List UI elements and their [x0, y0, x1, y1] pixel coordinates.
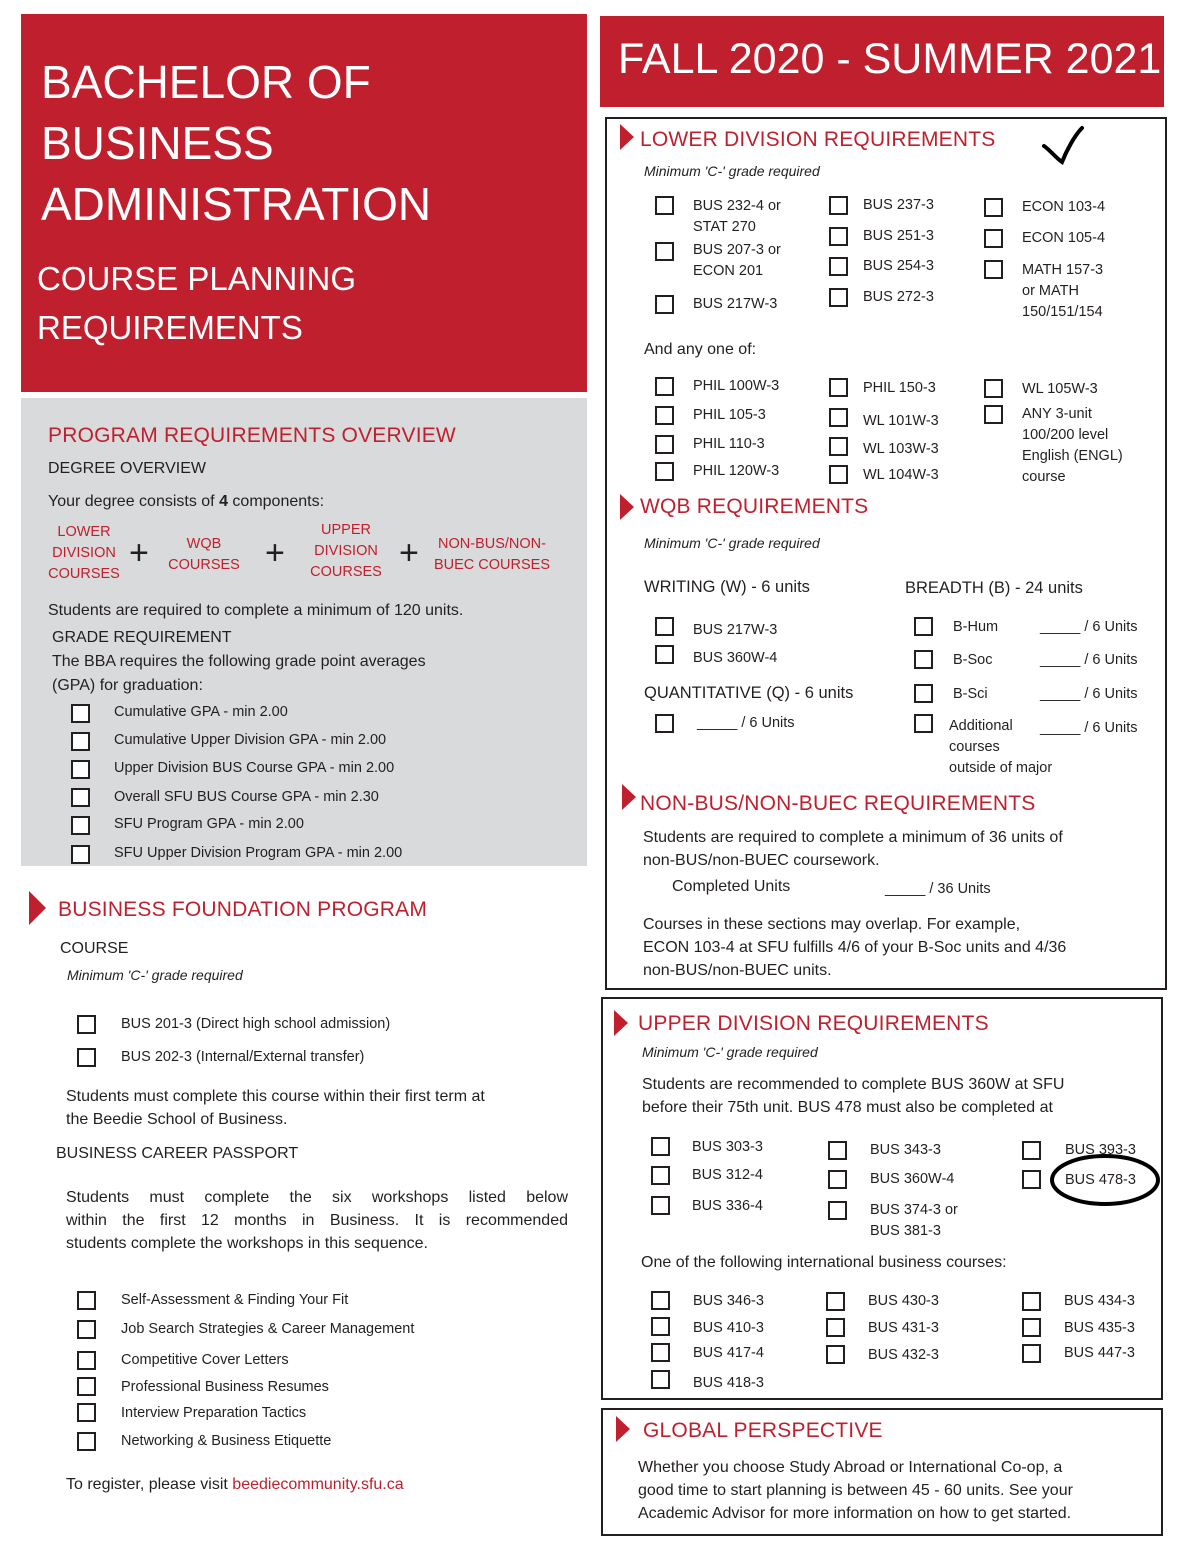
course-checkbox[interactable] — [829, 437, 848, 456]
course-checkbox[interactable] — [984, 260, 1003, 279]
upper-course: BUS 478-3 — [1065, 1172, 1136, 1188]
intl-course: BUS 432-3 — [868, 1347, 939, 1363]
workshop-item: Professional Business Resumes — [121, 1379, 329, 1395]
intl-course: BUS 431-3 — [868, 1320, 939, 1336]
course-checkbox[interactable] — [651, 1317, 670, 1336]
writing-course: BUS 360W-4 — [693, 650, 778, 666]
career-passport-heading: BUSINESS CAREER PASSPORT — [56, 1145, 299, 1162]
breadth-units: _____ / 6 Units — [1040, 720, 1138, 736]
nonbus-title: NON-BUS/NON-BUEC REQUIREMENTS — [640, 792, 1036, 815]
lower-course: BUS 254-3 — [863, 258, 934, 274]
lower-course: BUS 232-4 or STAT 270 — [693, 198, 781, 235]
upper-division-text: Students are recommended to complete BUS 360W at SFU before their 75th unit. BUS 478 must also be completed at — [642, 1076, 1065, 1116]
section-arrow-icon — [622, 784, 636, 810]
gpa-checkbox[interactable] — [71, 845, 90, 864]
overlap-note: Courses in these sections may overlap. For example, ECON 103-4 at SFU fulfills 4/6 of your B-Soc units and 4/36 non-BUS/non-BUEC units. — [643, 916, 1067, 979]
min-grade-note: Minimum 'C-' grade required — [644, 163, 820, 179]
writing-heading: WRITING (W) - 6 units — [644, 578, 810, 596]
course-checkbox[interactable] — [828, 1141, 847, 1160]
components-text: Your degree consists of 4 components: — [48, 493, 325, 510]
course-checkbox[interactable] — [829, 257, 848, 276]
breadth-checkbox[interactable] — [914, 617, 933, 636]
breadth-units: _____ / 6 Units — [1040, 652, 1138, 668]
workshop-item: Self-Assessment & Finding Your Fit — [121, 1292, 349, 1308]
breadth-units: _____ / 6 Units — [1040, 619, 1138, 635]
component-upper-division: UPPER DIVISION COURSES — [310, 522, 382, 580]
section-arrow-icon — [29, 891, 46, 925]
grade-requirement-text: (GPA) for graduation: — [52, 677, 203, 694]
course-checkbox[interactable] — [655, 406, 674, 425]
gpa-checkbox[interactable] — [71, 788, 90, 807]
lower-course: BUS 217W-3 — [693, 296, 778, 312]
course-checkbox[interactable] — [826, 1345, 845, 1364]
plus-sign: + — [265, 534, 285, 572]
gpa-item: Cumulative Upper Division GPA - min 2.00 — [114, 732, 387, 748]
elective-course: WL 103W-3 — [863, 441, 939, 457]
workshop-item: Interview Preparation Tactics — [121, 1405, 307, 1421]
upper-course: BUS 360W-4 — [870, 1171, 955, 1187]
course-checkbox[interactable] — [984, 198, 1003, 217]
course-checkbox[interactable] — [829, 288, 848, 307]
breadth-label: B-Hum — [953, 619, 999, 635]
course-checkbox[interactable] — [984, 229, 1003, 248]
gpa-item: SFU Program GPA - min 2.00 — [114, 816, 304, 832]
grade-requirement-heading: GRADE REQUIREMENT — [52, 629, 232, 646]
course-checkbox[interactable] — [651, 1343, 670, 1362]
min-grade-note: Minimum 'C-' grade required — [67, 967, 243, 983]
course-checkbox[interactable] — [77, 1048, 96, 1067]
gpa-checkbox[interactable] — [71, 732, 90, 751]
completed-units-value: _____ / 36 Units — [885, 881, 991, 897]
section-arrow-icon — [614, 1010, 628, 1036]
gpa-checkbox[interactable] — [71, 704, 90, 723]
elective-course: PHIL 105-3 — [693, 407, 766, 423]
program-title: BACHELOR OF BUSINESS ADMINISTRATION — [41, 56, 432, 230]
course-heading: COURSE — [60, 940, 129, 957]
min-grade-note: Minimum 'C-' grade required — [644, 535, 820, 551]
course-checkbox[interactable] — [826, 1318, 845, 1337]
min-grade-note: Minimum 'C-' grade required — [642, 1044, 818, 1060]
course-checkbox[interactable] — [984, 405, 1003, 424]
course-checkbox[interactable] — [655, 242, 674, 261]
title-banner — [21, 14, 587, 392]
workshop-checkbox[interactable] — [77, 1377, 96, 1396]
lower-course: BUS 207-3 or ECON 201 — [693, 242, 781, 279]
elective-course: PHIL 100W-3 — [693, 378, 780, 394]
course-checkbox[interactable] — [655, 196, 674, 215]
course-checkbox[interactable] — [1022, 1292, 1041, 1311]
breadth-units: _____ / 6 Units — [1040, 686, 1138, 702]
gpa-checkbox[interactable] — [71, 760, 90, 779]
breadth-heading: BREADTH (B) - 24 units — [905, 579, 1083, 597]
foundation-course: BUS 202-3 (Internal/External transfer) — [121, 1049, 365, 1065]
course-checkbox[interactable] — [1022, 1141, 1041, 1160]
elective-course: WL 105W-3 — [1022, 381, 1098, 397]
section-arrow-icon — [620, 494, 634, 520]
elective-course: PHIL 120W-3 — [693, 463, 780, 479]
overview-title: PROGRAM REQUIREMENTS OVERVIEW — [48, 424, 456, 447]
foundation-title: BUSINESS FOUNDATION PROGRAM — [58, 898, 428, 921]
plus-sign: + — [129, 534, 149, 572]
writing-course: BUS 217W-3 — [693, 622, 778, 638]
course-checkbox[interactable] — [651, 1137, 670, 1156]
elective-course: ANY 3-unit 100/200 level English (ENGL) course — [1022, 406, 1123, 485]
wqb-title: WQB REQUIREMENTS — [640, 495, 869, 518]
course-checkbox[interactable] — [829, 408, 848, 427]
course-checkbox[interactable] — [829, 227, 848, 246]
check-mark-icon — [1040, 124, 1086, 166]
component-non-bus: NON-BUS/NON- BUEC COURSES — [433, 536, 551, 573]
grade-requirement-text: The BBA requires the following grade point averages — [52, 653, 426, 670]
gpa-item: Overall SFU BUS Course GPA - min 2.30 — [114, 789, 379, 805]
section-arrow-icon — [620, 124, 634, 150]
intl-course: BUS 410-3 — [693, 1320, 764, 1336]
component-wqb: WQB COURSES — [168, 536, 240, 573]
course-checkbox[interactable] — [828, 1170, 847, 1189]
intl-course: BUS 430-3 — [868, 1293, 939, 1309]
breadth-label: Additional courses outside of major — [949, 718, 1053, 776]
career-passport-text: Students must complete the six workshops listed below within the first 12 months in Business. It is recommended students complete the workshops in this sequence. — [66, 1189, 568, 1252]
quantitative-checkbox[interactable] — [655, 714, 674, 733]
global-perspective-text: Whether you choose Study Abroad or International Co-op, a good time to start planning is between 45 - 60 units. See your Academic Advisor for more information on how to get started. — [638, 1459, 1073, 1522]
workshop-checkbox[interactable] — [77, 1351, 96, 1370]
upper-course: BUS 312-4 — [692, 1167, 763, 1183]
lower-course: ECON 103-4 — [1022, 199, 1106, 215]
gpa-item: SFU Upper Division Program GPA - min 2.00 — [114, 845, 403, 861]
lower-course: BUS 272-3 — [863, 289, 934, 305]
workshop-checkbox[interactable] — [77, 1403, 96, 1422]
gpa-checkbox[interactable] — [71, 816, 90, 835]
course-checkbox[interactable] — [655, 617, 674, 636]
course-checkbox[interactable] — [655, 377, 674, 396]
foundation-course: BUS 201-3 (Direct high school admission) — [121, 1016, 391, 1032]
upper-course: BUS 303-3 — [692, 1139, 763, 1155]
upper-course: BUS 393-3 — [1065, 1142, 1136, 1158]
course-checkbox[interactable] — [651, 1370, 670, 1389]
course-checkbox[interactable] — [826, 1292, 845, 1311]
register-link[interactable]: beediecommunity.sfu.ca — [232, 1476, 404, 1493]
course-checkbox[interactable] — [829, 378, 848, 397]
intl-course: BUS 434-3 — [1064, 1293, 1135, 1309]
workshop-checkbox[interactable] — [77, 1320, 96, 1339]
course-checkbox[interactable] — [651, 1291, 670, 1310]
nonbus-text: Students are required to complete a minimum of 36 units of non-BUS/non-BUEC coursework. — [643, 829, 1063, 869]
course-checkbox[interactable] — [651, 1196, 670, 1215]
elective-course: WL 104W-3 — [863, 467, 939, 483]
hand-drawn-circle-icon — [1048, 1152, 1162, 1208]
course-checkbox[interactable] — [829, 465, 848, 484]
intl-course: BUS 447-3 — [1064, 1345, 1135, 1361]
upper-course: BUS 343-3 — [870, 1142, 941, 1158]
gpa-item: Upper Division BUS Course GPA - min 2.00 — [114, 760, 395, 776]
intl-course: BUS 417-4 — [693, 1345, 764, 1361]
completed-units-label: Completed Units — [672, 878, 791, 895]
course-checkbox[interactable] — [77, 1015, 96, 1034]
course-checkbox[interactable] — [655, 295, 674, 314]
first-term-note: Students must complete this course within their first term at the Beedie School of Business. — [66, 1088, 485, 1128]
lower-division-title: LOWER DIVISION REQUIREMENTS — [640, 128, 996, 151]
course-checkbox[interactable] — [655, 645, 674, 664]
elective-course: PHIL 110-3 — [693, 436, 765, 452]
intl-course: BUS 346-3 — [693, 1293, 764, 1309]
course-checkbox[interactable] — [984, 379, 1003, 398]
elective-course: PHIL 150-3 — [863, 380, 936, 396]
any-one-of-heading: And any one of: — [644, 341, 757, 358]
elective-course: WL 101W-3 — [863, 413, 939, 429]
course-checkbox[interactable] — [829, 196, 848, 215]
gpa-item: Cumulative GPA - min 2.00 — [114, 704, 288, 720]
lower-course: BUS 237-3 — [863, 197, 934, 213]
section-arrow-icon — [616, 1416, 630, 1442]
upper-course: BUS 374-3 or BUS 381-3 — [870, 1202, 958, 1239]
quantitative-units: _____ / 6 Units — [697, 715, 795, 731]
workshop-checkbox[interactable] — [77, 1432, 96, 1451]
upper-division-title: UPPER DIVISION REQUIREMENTS — [638, 1012, 989, 1035]
course-checkbox[interactable] — [655, 462, 674, 481]
workshop-item: Networking & Business Etiquette — [121, 1433, 332, 1449]
course-checkbox[interactable] — [651, 1166, 670, 1185]
breadth-label: B-Soc — [953, 652, 993, 668]
workshop-item: Job Search Strategies & Career Management — [121, 1321, 415, 1337]
breadth-checkbox[interactable] — [914, 684, 933, 703]
quantitative-heading: QUANTITATIVE (Q) - 6 units — [644, 684, 854, 702]
course-checkbox[interactable] — [1022, 1318, 1041, 1337]
course-checkbox[interactable] — [655, 435, 674, 454]
program-subtitle: COURSE PLANNING REQUIREMENTS — [37, 260, 357, 346]
global-perspective-title: GLOBAL PERSPECTIVE — [643, 1419, 883, 1442]
term-banner — [600, 16, 1164, 107]
breadth-label: B-Sci — [953, 686, 988, 702]
course-checkbox[interactable] — [828, 1201, 847, 1220]
intl-course: BUS 418-3 — [693, 1375, 764, 1391]
course-checkbox[interactable] — [1022, 1170, 1041, 1189]
workshop-checkbox[interactable] — [77, 1291, 96, 1310]
units-requirement-text: Students are required to complete a minimum of 120 units. — [48, 602, 464, 619]
component-lower-division: LOWER DIVISION COURSES — [48, 524, 120, 582]
lower-course: MATH 157-3 or MATH 150/151/154 — [1022, 262, 1104, 320]
international-heading: One of the following international business courses: — [641, 1254, 1007, 1271]
term-title: FALL 2020 - SUMMER 2021 — [618, 35, 1162, 83]
breadth-checkbox[interactable] — [914, 650, 933, 669]
lower-course: ECON 105-4 — [1022, 230, 1106, 246]
lower-course: BUS 251-3 — [863, 228, 934, 244]
plus-sign: + — [399, 534, 419, 572]
degree-overview-heading: DEGREE OVERVIEW — [48, 460, 206, 477]
upper-course: BUS 336-4 — [692, 1198, 763, 1214]
course-checkbox[interactable] — [1022, 1344, 1041, 1363]
workshop-item: Competitive Cover Letters — [121, 1352, 289, 1368]
register-text: To register, please visit beediecommunity.sfu.ca — [66, 1476, 404, 1493]
breadth-checkbox[interactable] — [914, 714, 933, 733]
intl-course: BUS 435-3 — [1064, 1320, 1135, 1336]
